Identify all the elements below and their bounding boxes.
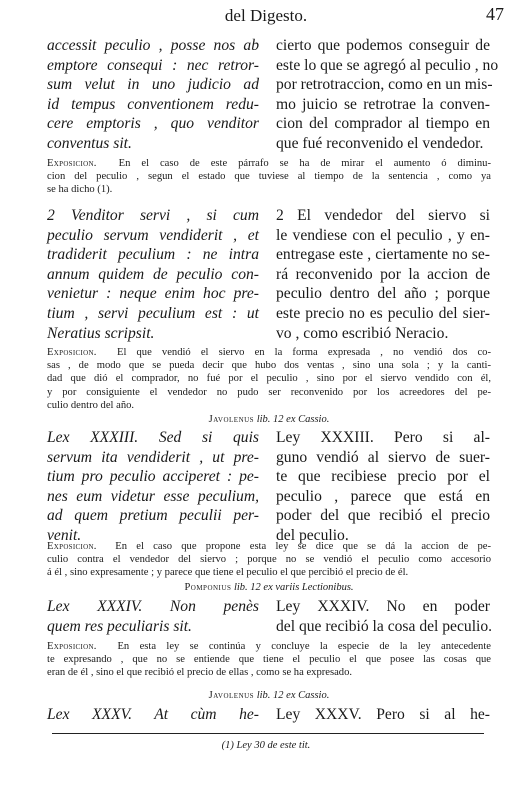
exposicion-label: Exposicion.	[47, 641, 97, 652]
latin-line: Lex XXXIV. Non penès	[47, 598, 259, 615]
spanish-line: mo juicio se retrotrae la conven-	[276, 95, 490, 113]
exposicion-line: sas , de modo que se pueda decir que hubo dos ventas , sino una sola ; y la canti-	[47, 360, 491, 372]
latin-column-block5	[47, 705, 259, 725]
spanish-column-block3	[276, 428, 490, 546]
spanish-line: Ley XXXIV. No en poder	[276, 598, 490, 615]
spanish-column-block5	[276, 705, 490, 725]
spanish-line: guno vendió al siervo de suer-	[276, 448, 490, 466]
latin-column-block1	[47, 36, 259, 154]
exposicion-line: cion del peculio , segun el estado que tuviese al tiempo de la sentencia , como ya	[47, 171, 491, 183]
spanish-column-block1	[276, 36, 499, 154]
spanish-line: cierto que podemos conseguir de	[276, 37, 490, 54]
exposicion-line: culio contra el vendedor del siervo ; porque no se vendió el peculio como accesorio	[47, 554, 491, 566]
exposicion-line: En el caso de este párrafo se ha de mirar el aumento ó diminu-	[118, 158, 492, 169]
latin-column-block4	[47, 597, 259, 636]
spanish-column-block2	[276, 206, 490, 343]
latin-line: Lex XXXIII. Sed si quis	[47, 429, 259, 446]
latin-line: id tempus conventionem redu-	[47, 95, 259, 113]
spanish-line: por retrotraccion, como en un mis-	[276, 76, 493, 94]
exposicion-line: te expresando , que no se entiende que tiene el peculio el que posee las cosas que	[47, 654, 491, 666]
spanish-line: este lo que se agregó al peculio , no	[276, 56, 499, 74]
exposicion-label: Exposicion.	[47, 541, 97, 552]
spanish-line: del que recibió la cosa del peculio.	[276, 617, 493, 635]
exposicion-line: culio dentro del año.	[47, 399, 135, 411]
footnote-rule	[52, 733, 484, 734]
latin-line: conventus sit.	[47, 134, 132, 152]
latin-line: servum ita vendiderit , ut pre-	[47, 448, 259, 466]
exposicion-label: Exposicion.	[47, 158, 97, 169]
latin-line: nes eum videtur esse peculium,	[47, 487, 259, 505]
latin-column-block2	[47, 206, 259, 343]
exposicion-label: Exposicion.	[47, 347, 97, 358]
latin-line: venit.	[47, 526, 82, 544]
spanish-line: cion del comprador al tiempo en	[276, 115, 490, 133]
spanish-line: vo , como escribió Neracio.	[276, 324, 449, 342]
spanish-line: rá reconvenido por la accion de	[276, 265, 490, 283]
source-citation-2	[47, 582, 491, 593]
source-author: Pomponius	[184, 582, 232, 593]
latin-line: venietur : neque enim hoc pre-	[47, 285, 259, 303]
latin-line: cere emptoris , quo venditor	[47, 115, 259, 133]
source-work: lib. 12 ex Cassio.	[256, 690, 330, 701]
source-citation-1	[47, 414, 491, 425]
spanish-line: peculio dentro del año ; porque	[276, 285, 490, 303]
spanish-line: del peculio.	[276, 526, 349, 544]
latin-column-block3	[47, 428, 259, 546]
spanish-line: te que recibiese precio por el	[276, 468, 490, 486]
latin-line: ad quem pretium peculii per-	[47, 507, 259, 525]
latin-line: Neratius scripsit.	[47, 324, 155, 342]
footnote: (1) Ley 30 de este tit.	[221, 740, 311, 751]
source-work: lib. 12 ex Cassio.	[256, 414, 330, 425]
spanish-line: este precio no es peculio del sier-	[276, 304, 490, 322]
spanish-line: Ley XXXIII. Pero si al-	[276, 429, 490, 446]
exposicion-line: En el caso que propone esta ley se dice que se dá la accion de pe-	[115, 541, 492, 552]
latin-line: emptore consequi : nec retror-	[47, 56, 259, 74]
exposicion-line: En esta ley se continúa y concluye la especie de la ley antecedente	[117, 641, 491, 652]
running-title: del Digesto.	[224, 6, 308, 25]
source-author: Javolenus	[208, 414, 255, 425]
exposicion-line: á él , sino expresamente ; y parece que tiene el peculio el que percibió el precio de él.	[47, 567, 409, 579]
latin-line: peculio servum vendiderit , et	[47, 226, 259, 244]
latin-line: annum quidem de peculio con-	[47, 265, 259, 283]
source-work: lib. 12 ex variis Lectionibus.	[233, 582, 354, 593]
running-header	[0, 4, 532, 32]
spanish-line: Ley XXXV. Pero si al he-	[276, 706, 490, 723]
source-author: Javolenus	[208, 690, 255, 701]
spanish-column-block4	[276, 597, 493, 636]
spanish-line: poder del que recibió el precio	[276, 507, 490, 525]
latin-line: tium pro peculio acciperet : pe-	[47, 468, 259, 486]
latin-line: Lex XXXV. At cùm he-	[47, 706, 259, 723]
latin-line: tium , servi peculium est : ut	[47, 304, 259, 322]
exposicion-1	[47, 157, 491, 197]
exposicion-line: y por consiguiente el vendedor no pudo ser reconvenido por los acreedores del pe-	[47, 386, 491, 398]
exposicion-line: El que vendió el siervo en la forma expresada , no vendió dos co-	[116, 347, 492, 358]
exposicion-3	[47, 540, 491, 580]
latin-line: quem res peculiaris sit.	[47, 617, 192, 635]
spanish-line: entregase este , ciertamente no se-	[276, 246, 490, 264]
latin-line: tradiderit peculium : ne intra	[47, 246, 259, 264]
spanish-line: peculio , parece que está en	[276, 487, 490, 505]
exposicion-2	[47, 346, 491, 412]
latin-line: accessit peculio , posse nos ab	[47, 37, 259, 54]
exposicion-line: se ha dicho (1).	[47, 184, 113, 196]
spanish-line: 2 El vendedor del siervo si	[276, 207, 490, 224]
latin-line: sum velut in uno judicio ad	[47, 76, 259, 94]
spanish-line: que fué reconvenido el vendedor.	[276, 134, 484, 152]
latin-line: 2 Venditor servi , si cum	[47, 207, 259, 224]
exposicion-line: eran de él , sino el que recibió el precio de ellas , como se ha expresado.	[47, 667, 353, 679]
page-number: 47	[486, 4, 504, 24]
source-citation-3	[47, 690, 491, 701]
exposicion-line: dad que dió el comprador, no fué por el peculio , sino por el siervo vendido con él,	[47, 373, 491, 385]
spanish-line: le vendiese con el peculio , y en-	[276, 226, 490, 244]
exposicion-4	[47, 640, 491, 680]
